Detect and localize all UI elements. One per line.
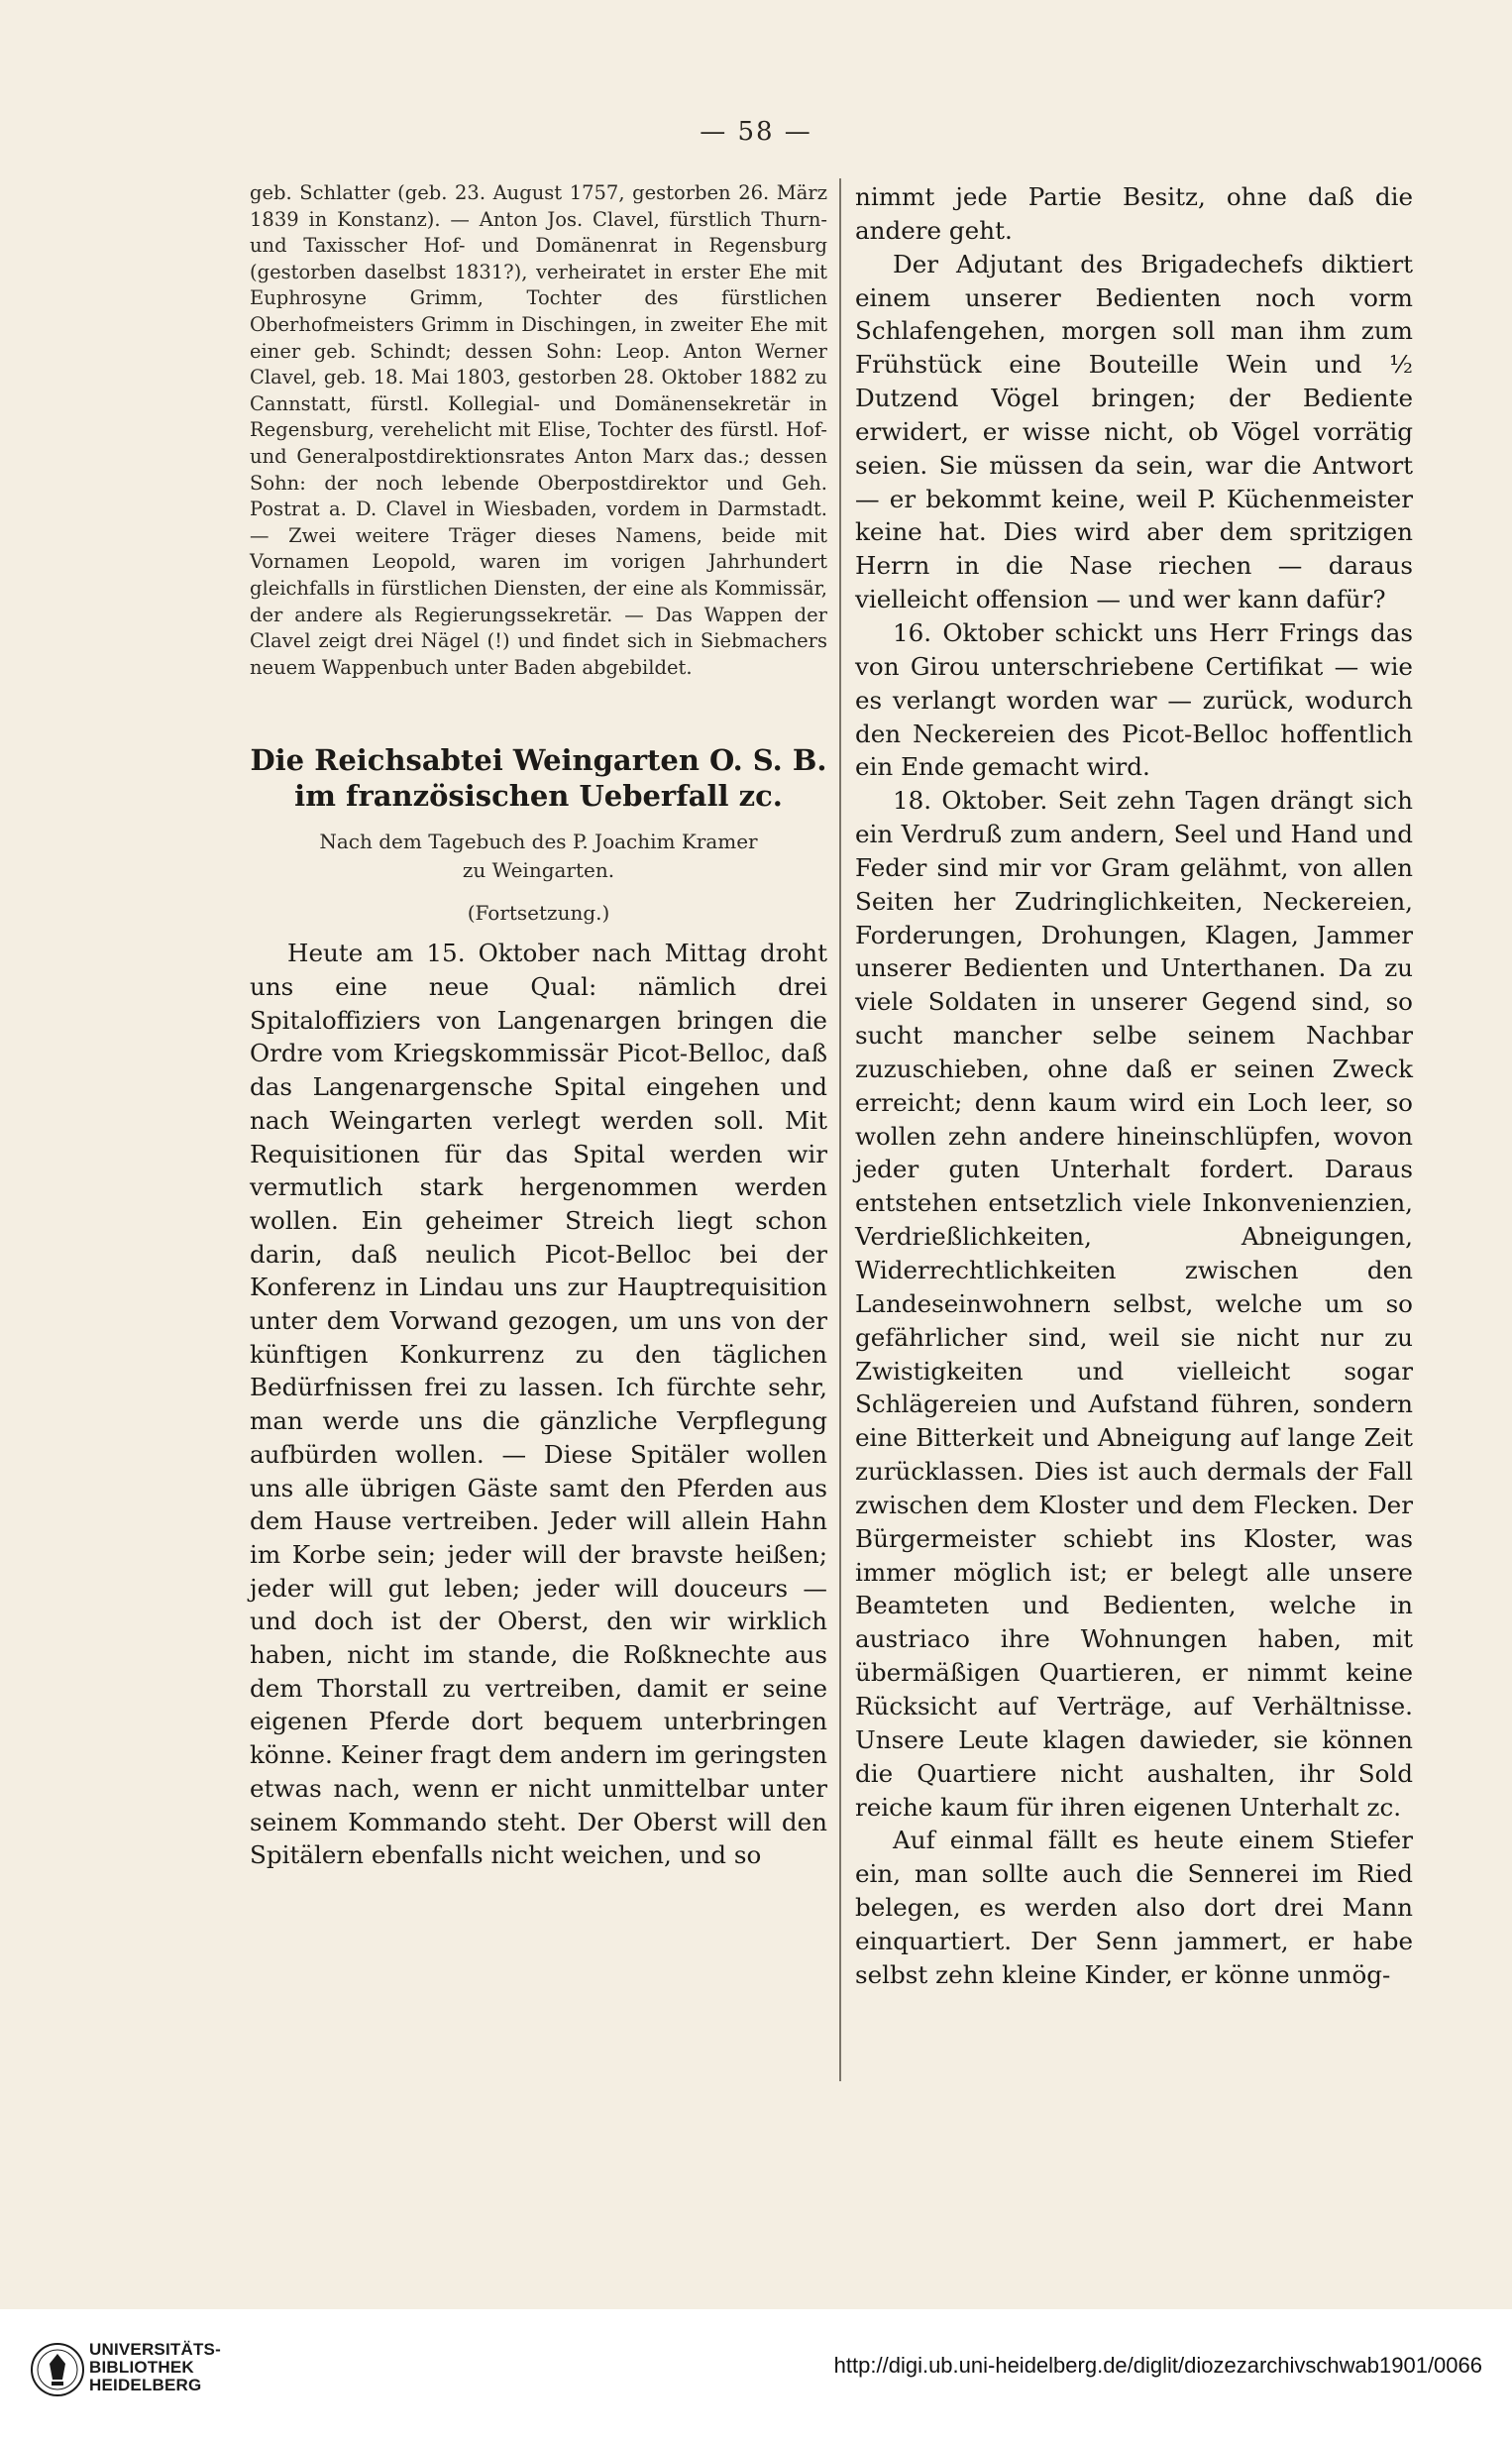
column-divider	[839, 178, 841, 2081]
article-byline	[250, 828, 827, 885]
body-paragraph: nimmt jede Partie Besitz, ohne daß die andere geht.	[855, 182, 1413, 245]
digitization-footer	[0, 2309, 1512, 2442]
byline-line1: Nach dem Tagebuch des P. Joachim Kramer	[319, 830, 758, 854]
body-paragraph: Der Adjutant des Brigadechefs diktiert einem unserer Bedienten noch vorm Schlafengehen, morgen soll man ihm zum Frühstück eine Bouteille Wein und ½ Dutzend Vögel bringen; der Bediente erwidert, er wisse nicht, ob Vögel vorrätig seien. Sie müssen da sein, war die Antwort — er bekommt keine, weil P. Küchenmeister keine hat. Dies wird aber dem spritzigen Herrn in die Nase riechen — daraus vielleicht offension — und wer kann dafür?	[855, 249, 1413, 614]
body-paragraph: Heute am 15. Oktober nach Mittag droht uns eine neue Qual: nämlich drei Spitaloffiziers von Langenargen bringen die Ordre vom Kriegskommissär Picot-Belloc, daß das Langenargensche Spital eingehen und nach Weingarten verlegt werden soll. Mit Requisitionen für das Spital werden wir vermutlich stark hergenommen werden wollen. Ein geheimer Streich liegt schon darin, daß neulich Picot-Belloc bei der Konferenz in Lindau uns zur Hauptrequisition unter dem Vorwand gezogen, um uns von der künftigen Konkurrenz zu den täglichen Bedürfnissen frei zu lassen. Ich fürchte sehr, man werde uns die gänzliche Verpflegung aufbürden wollen. — Diese Spitäler wollen uns alle übrigen Gäste samt den Pferden aus dem Hause vertreiben. Jeder will allein Hahn im Korbe sein; jeder will der bravste heißen; jeder will gut leben; jeder will douceurs — und doch ist der Oberst, den wir wirklich haben, nicht im stande, die Roßknechte aus dem Thorstall zu vertreiben, damit er seine eigenen Pferde dort bequem unterbringen könne. Keiner fragt dem andern im geringsten etwas nach, wenn er nicht unmittelbar unter seinem Kommando steht. Der Oberst will den Spitälern ebenfalls nicht weichen, und so	[250, 939, 827, 1870]
body-paragraph: 16. Oktober schickt uns Herr Frings das von Girou unterschriebene Certifikat — wie es verlangt worden war — zurück, wodurch den Neckereien des Picot-Belloc hoffentlich ein Ende gemacht wird.	[855, 617, 1413, 782]
article-heading	[250, 742, 827, 814]
continuation-note: (Fortsetzung.)	[467, 901, 610, 926]
footnote-text: geb. Schlatter (geb. 23. August 1757, gestorben 26. März 1839 in Konstanz). — Anton Jos. Clavel, fürstlich Thurn- und Taxisscher Hof- und Domänenrat in Regensburg (gestorben daselbst 1831?), verheiratet in erster Ehe mit Euphrosyne Grimm, Tochter des fürstlichen Oberhofmeisters Grimm in Dischingen, in zweiter Ehe mit einer geb. Schindt; dessen Sohn: Leop. Anton Werner Clavel, geb. 18. Mai 1803, gestorben 28. Oktober 1882 zu Cannstatt, fürstl. Kollegial- und Domänensekretär in Regensburg, verehelicht mit Elise, Tochter des fürstl. Hof- und Generalpostdirektionsrates Anton Marx das.; dessen Sohn: der noch lebende Oberpostdirektor und Geh. Postrat a. D. Clavel in Wiesbaden, vordem in Darmstadt. — Zwei weitere Träger dieses Namens, beide mit Vornamen Leopold, waren im vorigen Jahrhundert gleichfalls in fürstlichen Diensten, der eine als Kommissär, der andere als Regierungssekretär. — Das Wappen der Clavel zeigt drei Nägel (!) und findet sich in Siebmachers neuem Wappenbuch unter Baden abgebildet.	[250, 181, 827, 679]
left-column	[250, 180, 827, 1872]
page-number: — 58 —	[700, 117, 812, 147]
article-heading-line1: Die Reichsabtei Weingarten O. S. B.	[250, 743, 827, 778]
library-name-line3: HEIDELBERG	[89, 2376, 202, 2394]
library-name-line1: UNIVERSITÄTS-	[89, 2340, 221, 2359]
right-column	[855, 180, 1413, 1992]
university-seal-logo	[30, 2340, 85, 2399]
byline-line2: zu Weingarten.	[462, 858, 615, 883]
library-name-line2: BIBLIOTHEK	[89, 2358, 194, 2377]
body-paragraph: 18. Oktober. Seit zehn Tagen drängt sich ein Verdruß zum andern, Seel und Hand und Feder sind mir vor Gram gelähmt, von allen Seiten her Zudringlichkeiten, Neckereien, Forderungen, Drohungen, Klagen, Jammer unserer Bedienten und Unterthanen. Da zu viele Soldaten in unserer Gegend sind, so sucht mancher selbe seinem Nachbar zuzuschieben, ohne daß er seinen Zweck erreicht; denn kaum wird ein Loch leer, so wollen zehn andere hineinschlüpfen, wovon jeder guten Unterhalt fordert. Daraus entstehen entsetzlich viele Inkonvenienzien, Verdrießlichkeiten, Abneigungen, Widerrechtlichkeiten zwischen den Landeseinwohnern selbst, welche um so gefährlicher sind, weil sie nicht nur zu Zwistigkeiten und vielleicht sogar Schlägereien und Aufstand führen, sondern eine Bitterkeit und Abneigung auf lange Zeit zurücklassen. Dies ist auch dermals der Fall zwischen dem Kloster und dem Flecken. Der Bürgermeister schiebt ins Kloster, was immer möglich ist; er belegt alle unsere Beamteten und Bedienten, welche in austriaco ihre Wohnungen haben, mit übermäßigen Quartieren, er nimmt keine Rücksicht auf Verträge, auf Verhältnisse. Unsere Leute klagen dawieder, sie können die Quartiere nicht aushalten, ihr Sold reiche kaum für ihren eigenen Unterhalt zc.	[855, 786, 1413, 1822]
source-url-link[interactable]: http://digi.ub.uni-heidelberg.de/diglit/diozezarchivschwab1901/0066	[833, 2353, 1482, 2378]
body-paragraph: Auf einmal fällt es heute einem Stiefer ein, man sollte auch die Sennerei im Ried belegen, es werden also dort drei Mann einquartiert. Der Senn jammert, er habe selbst zehn kleine Kinder, er könne unmög-	[855, 1826, 1413, 1989]
article-heading-line2: im französischen Ueberfall zc.	[294, 779, 783, 814]
library-name	[89, 2341, 221, 2394]
